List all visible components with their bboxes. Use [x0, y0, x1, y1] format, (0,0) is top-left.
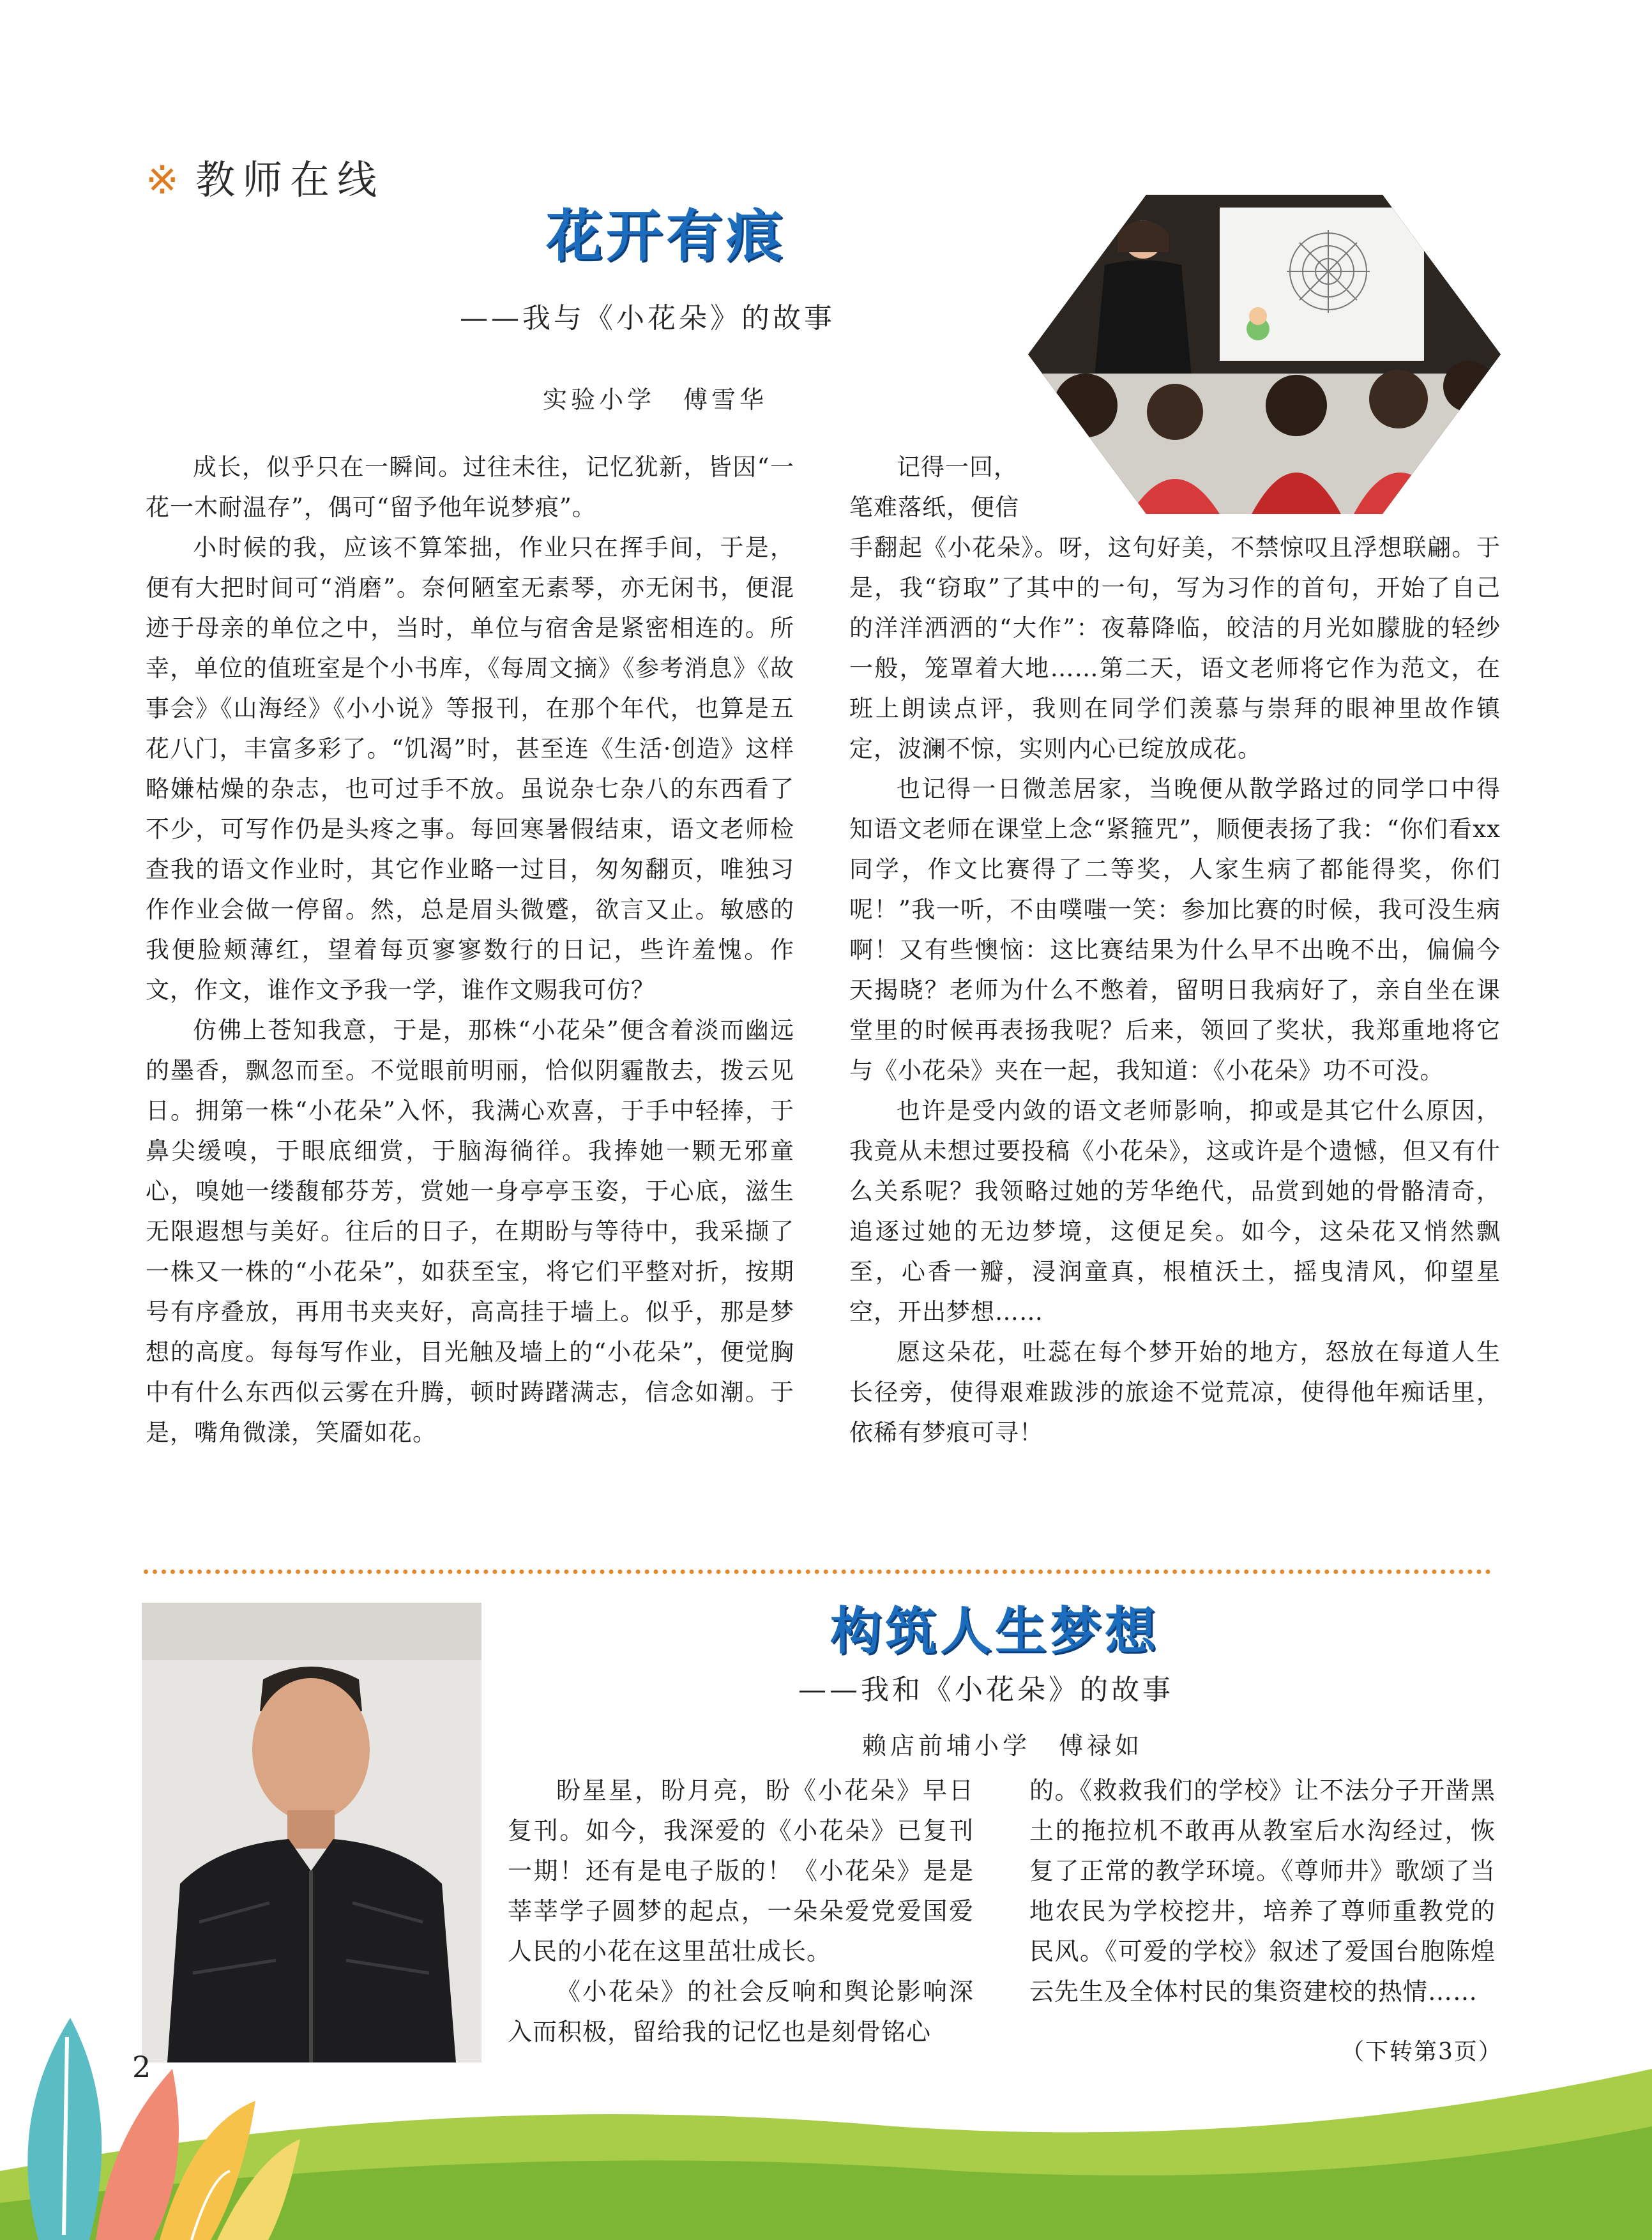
- decorative-footer: [0, 1979, 1652, 2240]
- article2-left-paragraph: 盼星星，盼月亮，盼《小花朵》早日复刊。如今，我深爱的《小花朵》已复刊一期！还有是电子版的！《小花朵》是是莘莘学子圆梦的起点，一朵朵爱党爱国爱人民的小花在这里茁壮成长。: [508, 1776, 974, 1965]
- article-divider: [144, 1570, 1491, 1574]
- page-number: 2: [132, 2050, 151, 2084]
- article1-left-paragraph: 成长，似乎只在一瞬间。过往未往，记忆犹新，皆因“一花一木耐温存”，偶可“留予他年说梦痕”。: [146, 453, 794, 521]
- article1-right-paragraph: 也许是受内敛的语文老师影响，抑或是其它什么原因，我竟从未想过要投稿《小花朵》，这或许是个遗憾，但又有什么关系呢？我领略过她的芳华绝代，品赏到她的骨骼清奇，追逐过她的无边梦境，这便足矣。如今，这朵花又悄然飘至，心香一瓣，浸润童真，根植沃土，摇曳清风，仰望星空，开出梦想……: [849, 1097, 1501, 1326]
- article1-left-column: [146, 447, 794, 1453]
- section-header: [146, 148, 384, 205]
- article1-right-column: [849, 527, 1501, 1453]
- article2-title: 构筑人生梦想: [830, 1601, 1160, 1661]
- article1-subtitle: ——我与《小花朵》的故事: [460, 302, 835, 335]
- article1-right-intro-line: 记得一回，: [897, 453, 1018, 481]
- leaf-decoration: [27, 2018, 300, 2240]
- article1-left-paragraph: 仿佛上苍知我意，于是，那株“小花朵”便含着淡而幽远的墨香，飘忽而至。不觉眼前明丽，恰似阴霾散去，拨云见日。拥第一株“小花朵”入怀，我满心欢喜，于手中轻捧，于鼻尖缓嗅，于眼底细赏，于脑海徜徉。我捧她一颗无邪童心，嗅她一缕馥郁芬芳，赏她一身亭亭玉姿，于心底，滋生无限遐想与美好。往后的日子，在期盼与等待中，我采撷了一株又一株的“小花朵”，如获至宝，将它们平整对折，按期号有序叠放，再用书夹夹好，高高挂于墙上。似乎，那是梦想的高度。每每写作业，目光触及墙上的“小花朵”，便觉胸中有什么东西似云雾在升腾，顿时踌躇满志，信念如潮。于是，嘴角微漾，笑靥如花。: [146, 1017, 794, 1446]
- article2-subtitle: ——我和《小花朵》的故事: [798, 1674, 1174, 1706]
- classroom-photo-illustration: [1028, 195, 1501, 514]
- article1-right-paragraph: 手翻起《小花朵》。呀，这句好美，不禁惊叹且浮想联翩。于是，我“窃取”了其中的一句，写为习作的首句，开始了自己的洋洋洒洒的“大作”：夜幕降临，皎洁的月光如朦胧的轻纱一般，笼罩着大地……第二天，语文老师将它作为范文，在班上朗读点评，我则在同学们羡慕与崇拜的眼神里故作镇定，波澜不惊，实则内心已绽放成花。: [849, 534, 1501, 762]
- article1-byline: 实验小学 傅雪华: [543, 386, 768, 414]
- article1-right-paragraph: 也记得一日微恙居家，当晚便从散学路过的同学口中得知语文老师在课堂上念“紧箍咒”，顺便表扬了我：“你们看xx同学，作文比赛得了二等奖，人家生病了都能得奖，你们呢！”我一听，不由噗嗤一笑：参加比赛的时候，我可没生病啊！又有些懊恼：这比赛结果为什么早不出晚不出，偏偏今天揭晓？老师为什么不憋着，留明日我病好了，亲自坐在课堂里的时候再表扬我呢？后来，领回了奖状，我郑重地将它与《小花朵》夹在一起，我知道：《小花朵》功不可没。: [849, 775, 1501, 1084]
- article2-right-column: [1029, 1771, 1496, 2012]
- article1-right-paragraph: 愿这朵花，吐蕊在每个梦开始的地方，怒放在每道人生长径旁，使得艰难跋涉的旅途不觉荒凉，使得他年痴话里，依稀有梦痕可寻！: [849, 1338, 1501, 1446]
- article1-right-intro-line: 笔难落纸，便信: [849, 494, 1019, 521]
- continued-note: （下转第3页）: [1341, 2039, 1503, 2065]
- classroom-photo: [1028, 195, 1501, 514]
- article1-left-paragraph: 小时候的我，应该不算笨拙，作业只在挥手间，于是，便有大把时间可“消磨”。奈何陋室无素琴，亦无闲书，便混迹于母亲的单位之中，当时，单位与宿舍是紧密相连的。所幸，单位的值班室是个小书库，《每周文摘》《参考消息》《故事会》《山海经》《小小说》等报刊，在那个年代，也算是五花八门，丰富多彩了。“饥渴”时，甚至连《生活·创造》这样略嫌枯燥的杂志，也可过手不放。虽说杂七杂八的东西看了不少，可写作仍是头疼之事。每回寒暑假结束，语文老师检查我的语文作业时，其它作业略一过目，匆匆翻页，唯独习作作业会做一停留。然，总是眉头微蹙，欲言又止。敏感的我便脸颊薄红，望着每页寥寥数行的日记，些许羞愧。作文，作文，谁作文予我一学，谁作文赐我可仿？: [146, 534, 794, 1004]
- section-label: 教师在线: [195, 156, 384, 203]
- reference-mark-icon: ※: [146, 156, 179, 203]
- article1-title: 花开有痕: [546, 203, 787, 269]
- article2-left-paragraph: 《小花朵》的社会反响和舆论影响深入而积极，留给我的记忆也是刻骨铭心: [508, 1978, 974, 2046]
- article2-byline: 赖店前埔小学 傅禄如: [862, 1732, 1144, 1760]
- article2-right-paragraph: 的。《救救我们的学校》让不法分子开凿黑土的拖拉机不敢再从教室后水沟经过，恢复了正常的教学环境。《尊师井》歌颂了当地农民为学校挖井，培养了尊师重教党的民风。《可爱的学校》叙述了爱国台胞陈煌云先生及全体村民的集资建校的热情……: [1029, 1776, 1496, 2006]
- article1-right-intro: [849, 447, 1066, 527]
